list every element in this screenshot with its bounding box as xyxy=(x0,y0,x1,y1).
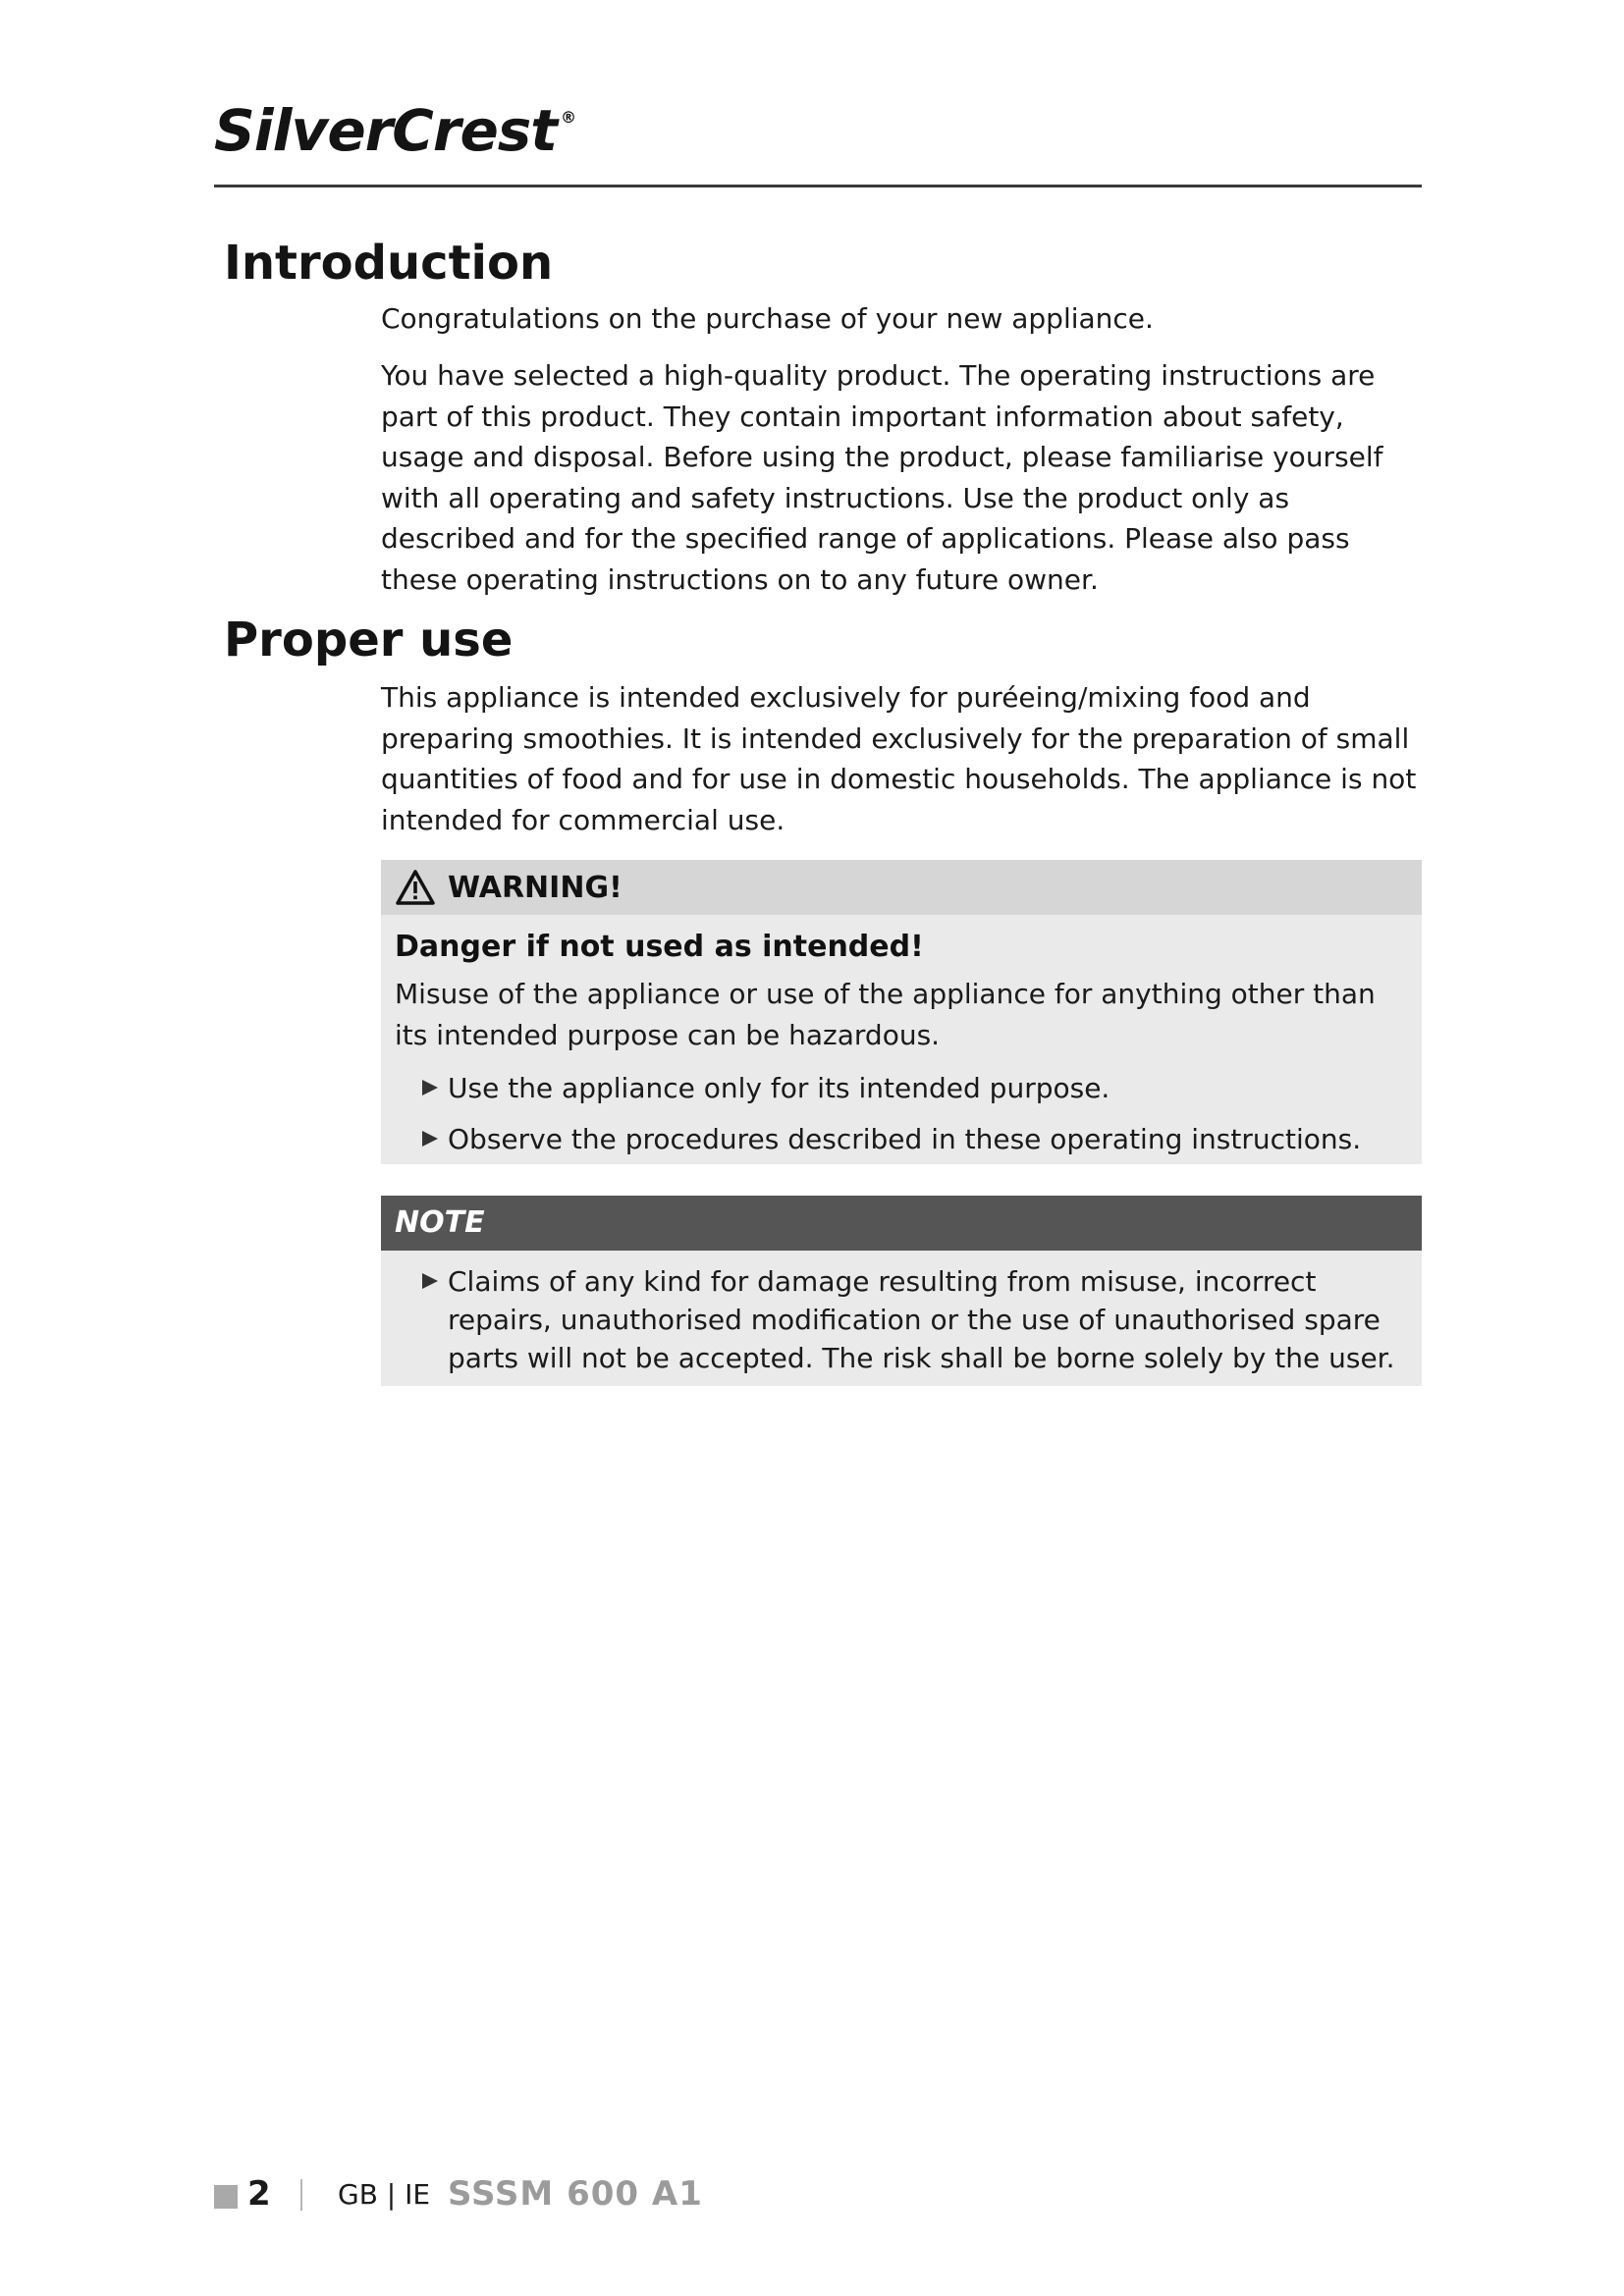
note-bullet-text: Claims of any kind for damage resulting from misuse, incorrect repairs, unauthorised modification or the use of unauthorised spare parts will not be accepted. The risk shall be borne solely by the user. xyxy=(448,1265,1395,1374)
warning-bullet-text: Observe the procedures described in these operating instructions. xyxy=(448,1123,1362,1155)
bullet-arrow-icon xyxy=(422,1080,438,1095)
warning-text: Misuse of the appliance or use of the appliance for anything other than its intended purpose can be hazardous. xyxy=(395,978,1376,1051)
note-title: NOTE xyxy=(395,1205,485,1240)
note-header xyxy=(381,1196,1422,1251)
introduction-paragraph-2: You have selected a high-quality product. The operating instructions are part of this product. They contain important information about safety, usage and disposal. Before using the product, please familiarise yourself with all operating and safety instructions. Use the product only as described and for the specified range of applications. Please also pass these operating instructions on to any future owner. xyxy=(381,359,1383,596)
warning-triangle-icon xyxy=(395,869,436,906)
warning-box xyxy=(381,860,1422,1164)
note-bullet xyxy=(422,1262,1410,1377)
proper-use-heading: Proper use xyxy=(224,613,514,667)
header-divider xyxy=(214,185,1422,187)
page-number: 2 xyxy=(247,2174,271,2214)
warning-bullet-text: Use the appliance only for its intended purpose. xyxy=(448,1072,1110,1104)
warning-bullet xyxy=(422,1072,1110,1105)
introduction-heading: Introduction xyxy=(224,236,554,291)
bullet-arrow-icon xyxy=(422,1131,438,1147)
warning-title: WARNING! xyxy=(448,871,623,905)
note-box xyxy=(381,1196,1422,1386)
warning-bullet xyxy=(422,1123,1361,1156)
brand-logo xyxy=(214,97,576,164)
registered-mark: ® xyxy=(561,108,576,127)
brand-logo-text: SilverCrest xyxy=(214,97,558,164)
proper-use-paragraph: This appliance is intended exclusively for puréeing/mixing food and preparing smoothies. It is intended exclusively for the preparation of small quantities of food and for use in domestic households. The appliance is not intended for commercial use. xyxy=(381,681,1417,836)
footer-separator xyxy=(300,2179,302,2211)
footer-model-number: SSSM 600 A1 xyxy=(448,2174,703,2214)
warning-subtitle: Danger if not used as intended! xyxy=(395,930,924,964)
footer-language: GB | IE xyxy=(338,2178,431,2211)
bullet-arrow-icon xyxy=(422,1273,438,1289)
introduction-paragraph-1: Congratulations on the purchase of your new appliance. xyxy=(381,302,1154,335)
warning-header xyxy=(381,860,1422,915)
footer-square-marker xyxy=(214,2185,238,2209)
